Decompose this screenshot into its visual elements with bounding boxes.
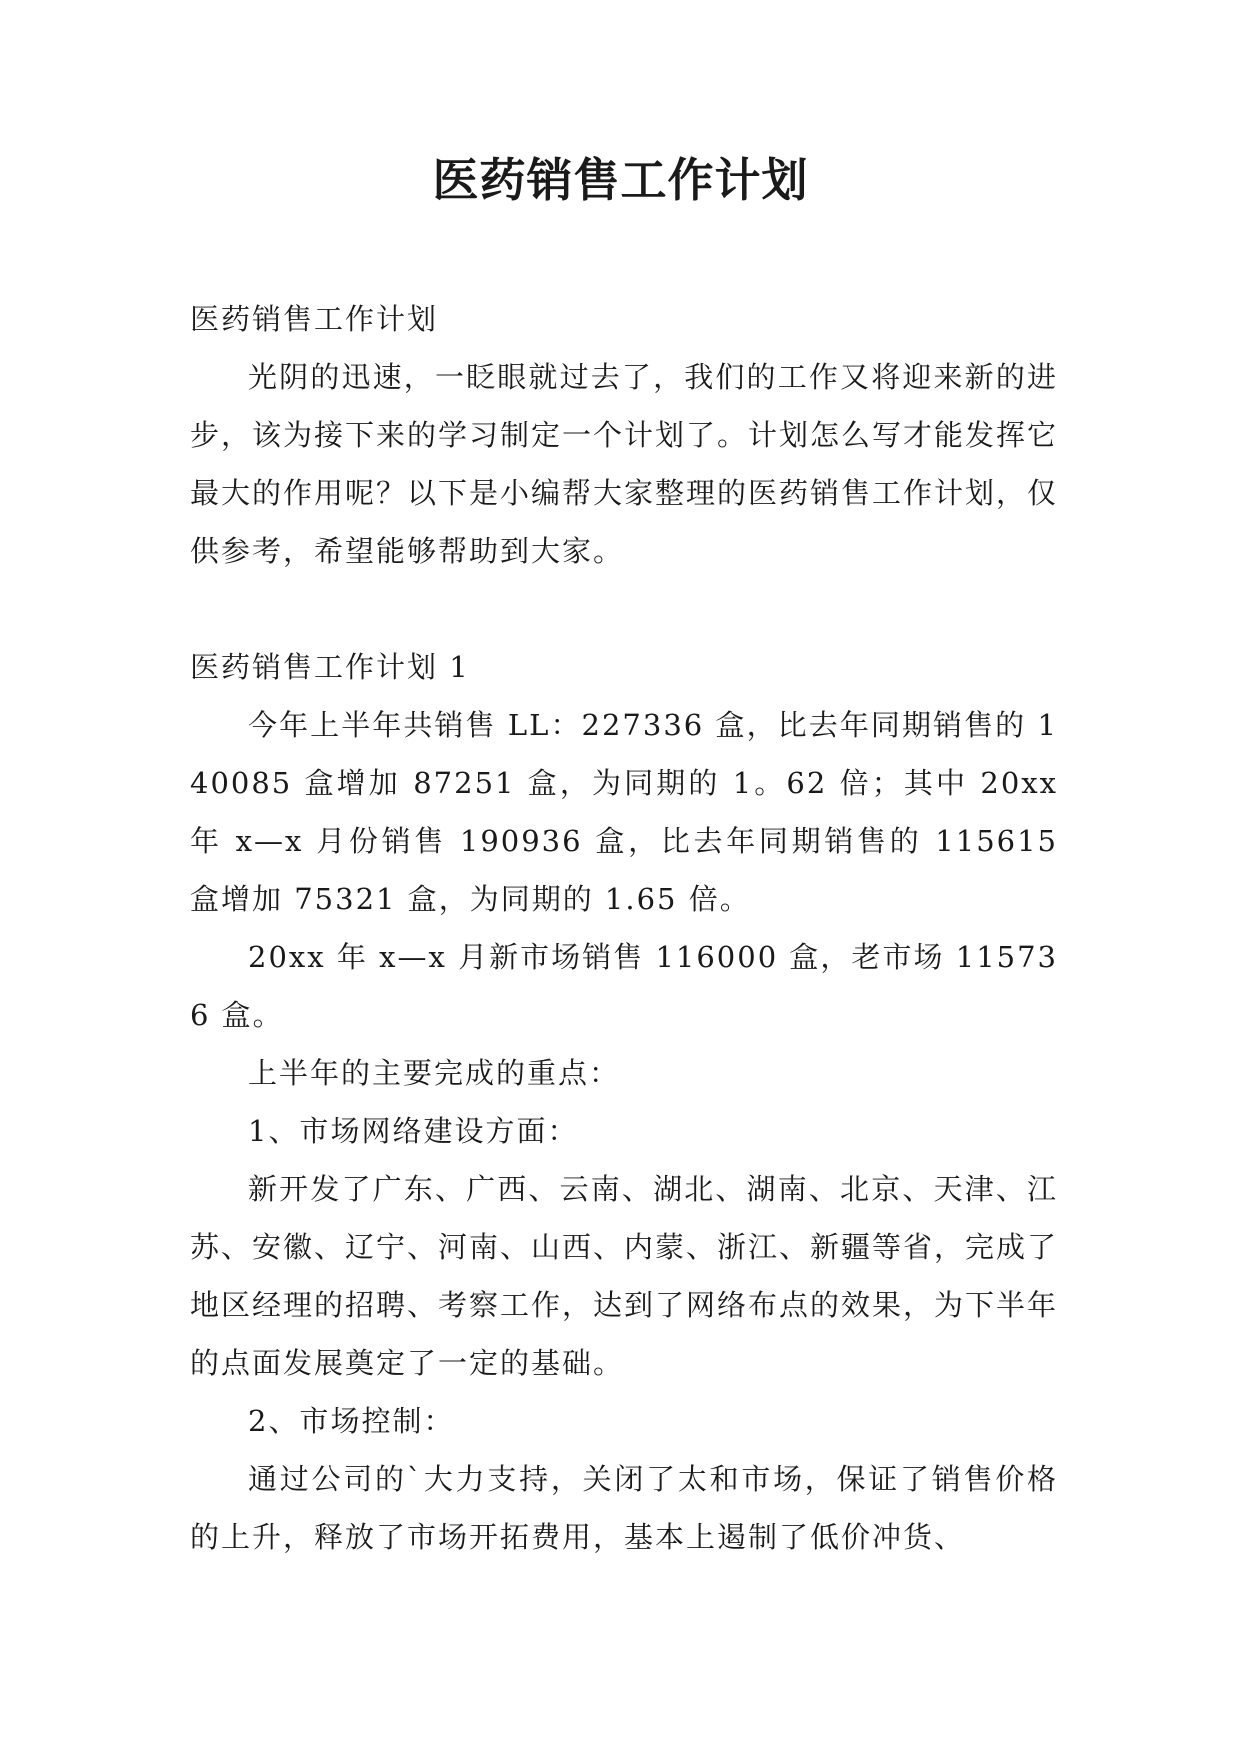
document-title: 医药销售工作计划 bbox=[432, 153, 809, 207]
section-spacer bbox=[190, 580, 1058, 638]
body-paragraph: 通过公司的`大力支持，关闭了太和市场，保证了销售价格的上升，释放了市场开拓费用，基本上遏制了低价冲货、 bbox=[190, 1462, 1058, 1554]
document-body bbox=[190, 290, 1058, 1566]
list-item-heading: 1、市场网络建设方面： bbox=[248, 1114, 579, 1148]
body-paragraph: 20xx 年 x—x 月新市场销售 116000 盒，老市场 115736 盒。 bbox=[190, 940, 1058, 1032]
section-heading: 医药销售工作计划 1 bbox=[190, 650, 470, 684]
body-paragraph: 今年上半年共销售 LL：227336 盒，比去年同期销售的 140085 盒增加 87251 盒，为同期的 1。62 倍；其中 20xx 年 x—x 月份销售 190936 盒，比去年同期销售的 115615 盒增加 75321 盒，为同期的 1.65 倍。 bbox=[190, 708, 1058, 916]
intro-paragraph: 光阴的迅速，一眨眼就过去了，我们的工作又将迎来新的进步，该为接下来的学习制定一个计划了。计划怎么写才能发挥它最大的作用呢？以下是小编帮大家整理的医药销售工作计划，仅供参考，希望能够帮助到大家。 bbox=[190, 360, 1059, 568]
body-paragraph: 新开发了广东、广西、云南、湖北、湖南、北京、天津、江苏、安徽、辽宁、河南、山西、内蒙、浙江、新疆等省，完成了地区经理的招聘、考察工作，达到了网络布点的效果，为下半年的点面发展奠定了一定的基础。 bbox=[190, 1172, 1059, 1380]
list-item-heading: 2、市场控制： bbox=[248, 1404, 455, 1438]
body-paragraph: 上半年的主要完成的重点： bbox=[248, 1056, 621, 1090]
intro-heading: 医药销售工作计划 bbox=[190, 302, 439, 336]
